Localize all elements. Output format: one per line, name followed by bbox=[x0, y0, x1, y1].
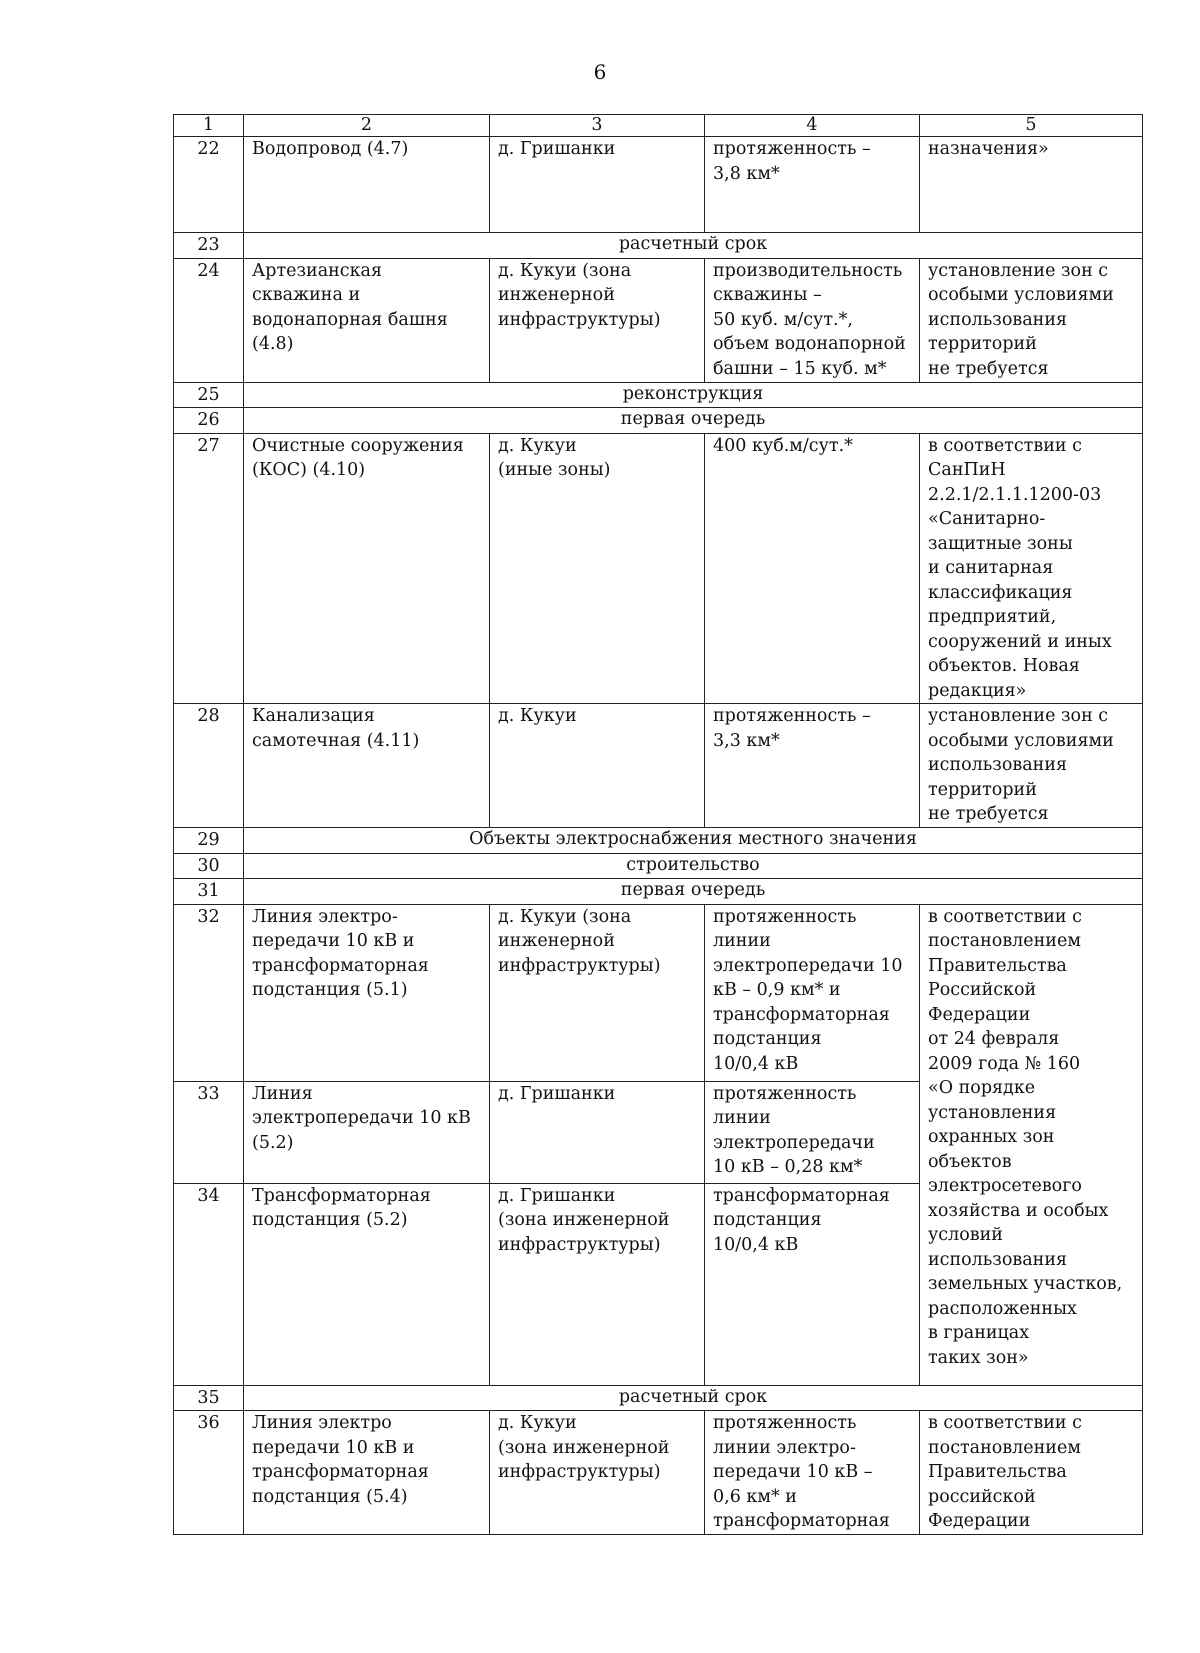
object-name: Канализация самотечная (4.11) bbox=[244, 704, 490, 828]
column-header-2: 2 bbox=[244, 115, 490, 137]
header-row bbox=[174, 115, 1143, 137]
row-number: 36 bbox=[174, 1411, 244, 1535]
table-row-32 bbox=[174, 904, 1143, 1081]
row-number: 27 bbox=[174, 433, 244, 704]
object-location: д. Гришанки bbox=[490, 1081, 705, 1183]
object-location: д. Кукуи (зона инженерной инфраструктуры) bbox=[490, 1411, 705, 1535]
row-number: 33 bbox=[174, 1081, 244, 1183]
zone-requirements: установление зон с особыми условиями использования территорий не требуется bbox=[920, 258, 1143, 382]
section-row-23 bbox=[174, 233, 1143, 259]
row-number: 25 bbox=[174, 382, 244, 408]
row-number: 30 bbox=[174, 853, 244, 879]
table-row-24 bbox=[174, 258, 1143, 382]
row-number: 29 bbox=[174, 828, 244, 854]
page-number: 6 bbox=[593, 60, 607, 84]
row-number: 32 bbox=[174, 904, 244, 1081]
table-row-27 bbox=[174, 433, 1143, 704]
row-number: 28 bbox=[174, 704, 244, 828]
section-title: первая очередь bbox=[244, 408, 1143, 434]
zone-requirements: установление зон с особыми условиями использования территорий не требуется bbox=[920, 704, 1143, 828]
object-location: д. Кукуи (иные зоны) bbox=[490, 433, 705, 704]
row-number: 22 bbox=[174, 137, 244, 233]
row-number: 26 bbox=[174, 408, 244, 434]
section-title: Объекты электроснабжения местного значения bbox=[244, 828, 1143, 854]
column-header-1: 1 bbox=[174, 115, 244, 137]
row-number: 34 bbox=[174, 1183, 244, 1385]
object-name: Водопровод (4.7) bbox=[244, 137, 490, 233]
section-title: строительство bbox=[244, 853, 1143, 879]
row-number: 23 bbox=[174, 233, 244, 259]
object-name: Артезианская скважина и водонапорная башня (4.8) bbox=[244, 258, 490, 382]
zone-requirements-merged: в соответствии с постановлением Правительства Российской Федерации от 24 февраля 2009 года № 160 «О порядке установления охранных зон объектов электросетевого хозяйства и особых условий использования земельных участков, расположенных в границах таких зон» bbox=[920, 904, 1143, 1385]
row-number: 31 bbox=[174, 879, 244, 905]
zone-requirements: в соответствии с постановлением Правительства российской Федерации bbox=[920, 1411, 1143, 1535]
object-name: Линия электропередачи 10 кВ (5.2) bbox=[244, 1081, 490, 1183]
object-location: д. Гришанки (зона инженерной инфраструктуры) bbox=[490, 1183, 705, 1385]
table-row-22 bbox=[174, 137, 1143, 233]
row-number: 35 bbox=[174, 1385, 244, 1411]
section-title: реконструкция bbox=[244, 382, 1143, 408]
object-location: д. Кукуи (зона инженерной инфраструктуры) bbox=[490, 904, 705, 1081]
section-title: расчетный срок bbox=[244, 1385, 1143, 1411]
object-characteristics: протяженность линии электропередачи 10 кВ – 0,9 км* и трансформаторная подстанция 10/0,4 кВ bbox=[705, 904, 920, 1081]
object-characteristics: производительность скважины – 50 куб. м/сут.*, объем водонапорной башни – 15 куб. м* bbox=[705, 258, 920, 382]
object-name: Линия электро передачи 10 кВ и трансформаторная подстанция (5.4) bbox=[244, 1411, 490, 1535]
section-row-29 bbox=[174, 828, 1143, 854]
section-title: первая очередь bbox=[244, 879, 1143, 905]
object-characteristics: протяженность линии электро- передачи 10 кВ – 0,6 км* и трансформаторная bbox=[705, 1411, 920, 1535]
section-title: расчетный срок bbox=[244, 233, 1143, 259]
column-header-4: 4 bbox=[705, 115, 920, 137]
object-characteristics: протяженность – 3,3 км* bbox=[705, 704, 920, 828]
section-row-31 bbox=[174, 879, 1143, 905]
column-header-3: 3 bbox=[490, 115, 705, 137]
table-row-36 bbox=[174, 1411, 1143, 1535]
section-row-30 bbox=[174, 853, 1143, 879]
column-header-5: 5 bbox=[920, 115, 1143, 137]
section-row-35 bbox=[174, 1385, 1143, 1411]
zone-requirements: назначения» bbox=[920, 137, 1143, 233]
object-characteristics: протяженность линии электропередачи 10 кВ – 0,28 км* bbox=[705, 1081, 920, 1183]
section-row-25 bbox=[174, 382, 1143, 408]
zone-requirements: в соответствии с СанПиН 2.2.1/2.1.1.1200-03 «Санитарно- защитные зоны и санитарная классификация предприятий, сооружений и иных объектов. Новая редакция» bbox=[920, 433, 1143, 704]
object-name: Очистные сооружения (КОС) (4.10) bbox=[244, 433, 490, 704]
section-row-26 bbox=[174, 408, 1143, 434]
object-name: Трансформаторная подстанция (5.2) bbox=[244, 1183, 490, 1385]
object-location: д. Кукуи (зона инженерной инфраструктуры) bbox=[490, 258, 705, 382]
object-location: д. Кукуи bbox=[490, 704, 705, 828]
table-row-28 bbox=[174, 704, 1143, 828]
object-location: д. Гришанки bbox=[490, 137, 705, 233]
object-characteristics: 400 куб.м/сут.* bbox=[705, 433, 920, 704]
object-characteristics: трансформаторная подстанция 10/0,4 кВ bbox=[705, 1183, 920, 1385]
object-characteristics: протяженность – 3,8 км* bbox=[705, 137, 920, 233]
row-number: 24 bbox=[174, 258, 244, 382]
planning-table bbox=[173, 114, 1143, 1535]
object-name: Линия электро- передачи 10 кВ и трансформаторная подстанция (5.1) bbox=[244, 904, 490, 1081]
